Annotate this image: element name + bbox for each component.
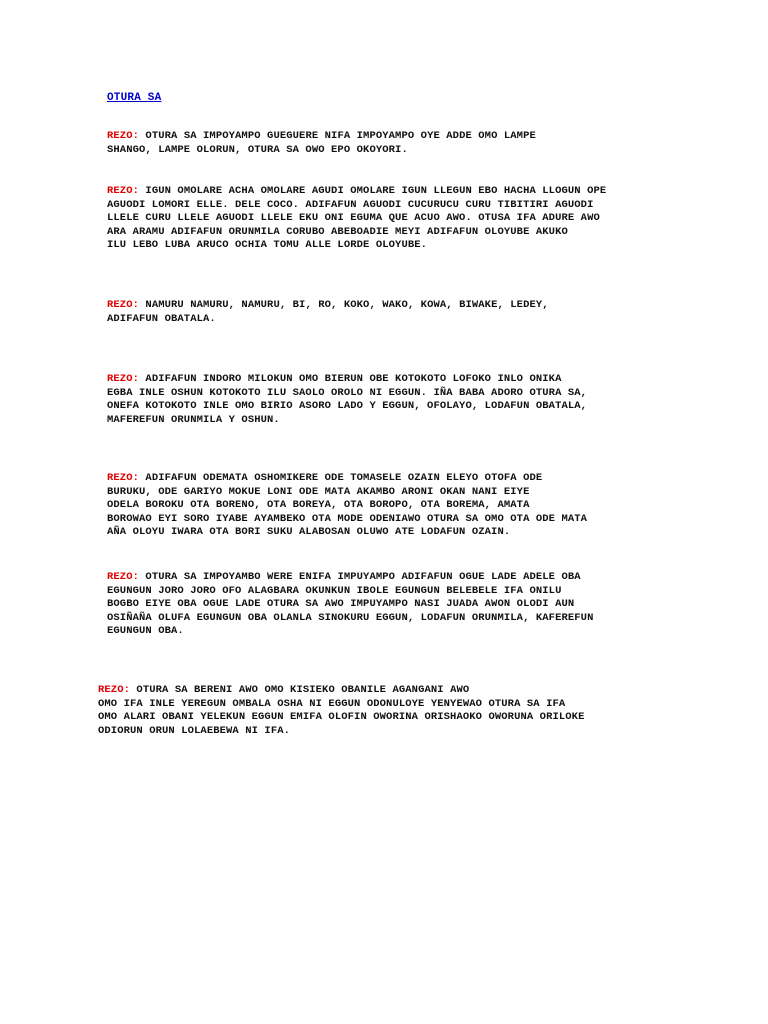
rezo-paragraph-6 (107, 571, 662, 639)
paragraph-line: LLELE CURU LLELE AGUODI LLELE EKU ONI EGUMA QUE ACUO AWO. OTUSA IFA ADURE AWO (107, 212, 600, 225)
rezo-paragraph-2 (107, 185, 662, 253)
paragraph-line: EGBA INLE OSHUN KOTOKOTO ILU SAOLO OROLO NI EGGUN. IÑA BABA ADORO OTURA SA, (107, 386, 588, 399)
page-title[interactable]: OTURA SA (107, 92, 162, 104)
paragraph-line: NAMURU NAMURU, NAMURU, BI, RO, KOKO, WAKO, KOWA, BIWAKE, LEDEY, (145, 299, 549, 311)
rezo-paragraph-1 (107, 130, 662, 157)
paragraph-line: MAFEREFUN ORUNMILA Y OSHUN. (107, 413, 280, 426)
rezo-label: REZO: (107, 185, 140, 197)
paragraph-line: IGUN OMOLARE ACHA OMOLARE AGUDI OMOLARE IGUN LLEGUN EBO HACHA LLOGUN OPE (145, 185, 607, 197)
rezo-paragraph-4 (107, 373, 662, 427)
paragraph-line: SHANGO, LAMPE OLORUN, OTURA SA OWO EPO OKOYORI. (107, 143, 408, 156)
paragraph-line: BURUKU, ODE GARIYO MOKUE LONI ODE MATA AKAMBO ARONI OKAN NANI EIYE (107, 485, 530, 498)
paragraph-line: BOGBO EIYE OBA OGUE LADE OTURA SA AWO IMPUYAMPO NASI JUADA AWON OLODI AUN (107, 598, 575, 611)
paragraph-line: ODELA BOROKU OTA BORENO, OTA BOREYA, OTA BOROPO, OTA BOREMA, AMATA (107, 499, 530, 512)
rezo-paragraph-5 (107, 472, 662, 540)
rezo-label: REZO: (98, 684, 131, 696)
paragraph-line: ONEFA KOTOKOTO INLE OMO BIRIO ASORO LADO Y EGGUN, OFOLAYO, LODAFUN OBATALA, (107, 400, 588, 413)
paragraph-line: OMO ALARI OBANI YELEKUN EGGUN EMIFA OLOFIN OWORINA ORISHAOKO OWORUNA ORILOKE (98, 711, 585, 724)
rezo-paragraph-7 (98, 684, 662, 738)
paragraph-line: ARA ARAMU ADIFAFUN ORUNMILA CORUBO ABEBOADIE MEYI ADIFAFUN OLOYUBE AKUKO (107, 225, 568, 238)
rezo-paragraph-3 (107, 299, 662, 326)
paragraph-line: ADIFAFUN OBATALA. (107, 312, 216, 325)
rezo-label: REZO: (107, 130, 140, 142)
rezo-label: REZO: (107, 571, 140, 583)
paragraph-line: ODIORUN ORUN LOLAEBEWA NI IFA. (98, 724, 291, 737)
paragraph-line: EGUNGUN JORO JORO OFO ALAGBARA OKUNKUN IBOLE EGUNGUN BELEBELE IFA ONILU (107, 584, 562, 597)
paragraph-line: OSIÑAÑA OLUFA EGUNGUN OBA OLANLA SINOKURU EGGUN, LODAFUN ORUNMILA, KAFEREFUN (107, 611, 594, 624)
rezo-label: REZO: (107, 373, 140, 385)
paragraph-line: OTURA SA IMPOYAMPO GUEGUERE NIFA IMPOYAMPO OYE ADDE OMO LAMPE (145, 130, 536, 142)
paragraph-line: AGUODI LOMORI ELLE. DELE COCO. ADIFAFUN AGUODI CUCURUCU CURU TIBITIRI AGUODI (107, 198, 594, 211)
paragraph-line: OTURA SA BERENI AWO OMO KISIEKO OBANILE AGANGANI AWO (136, 684, 470, 696)
paragraph-line: OTURA SA IMPOYAMBO WERE ENIFA IMPUYAMPO ADIFAFUN OGUE LADE ADELE OBA (145, 571, 581, 583)
rezo-label: REZO: (107, 299, 140, 311)
paragraph-line: ADIFAFUN INDORO MILOKUN OMO BIERUN OBE KOTOKOTO LOFOKO INLO ONIKA (145, 373, 562, 385)
paragraph-line: ILU LEBO LUBA ARUCO OCHIA TOMU ALLE LORDE OLOYUBE. (107, 239, 428, 252)
paragraph-line: OMO IFA INLE YEREGUN OMBALA OSHA NI EGGUN ODONULOYE YENYEWAO OTURA SA IFA (98, 697, 566, 710)
paragraph-line: ADIFAFUN ODEMATA OSHOMIKERE ODE TOMASELE OZAIN ELEYO OTOFA ODE (145, 472, 543, 484)
rezo-label: REZO: (107, 472, 140, 484)
paragraph-line: BOROWAO EYI SORO IYABE AYAMBEKO OTA MODE ODENIAWO OTURA SA OMO OTA ODE MATA (107, 512, 588, 525)
paragraph-line: AÑA OLOYU IWARA OTA BORI SUKU ALABOSAN OLUWO ATE LODAFUN OZAIN. (107, 526, 511, 539)
paragraph-line: EGUNGUN OBA. (107, 625, 184, 638)
